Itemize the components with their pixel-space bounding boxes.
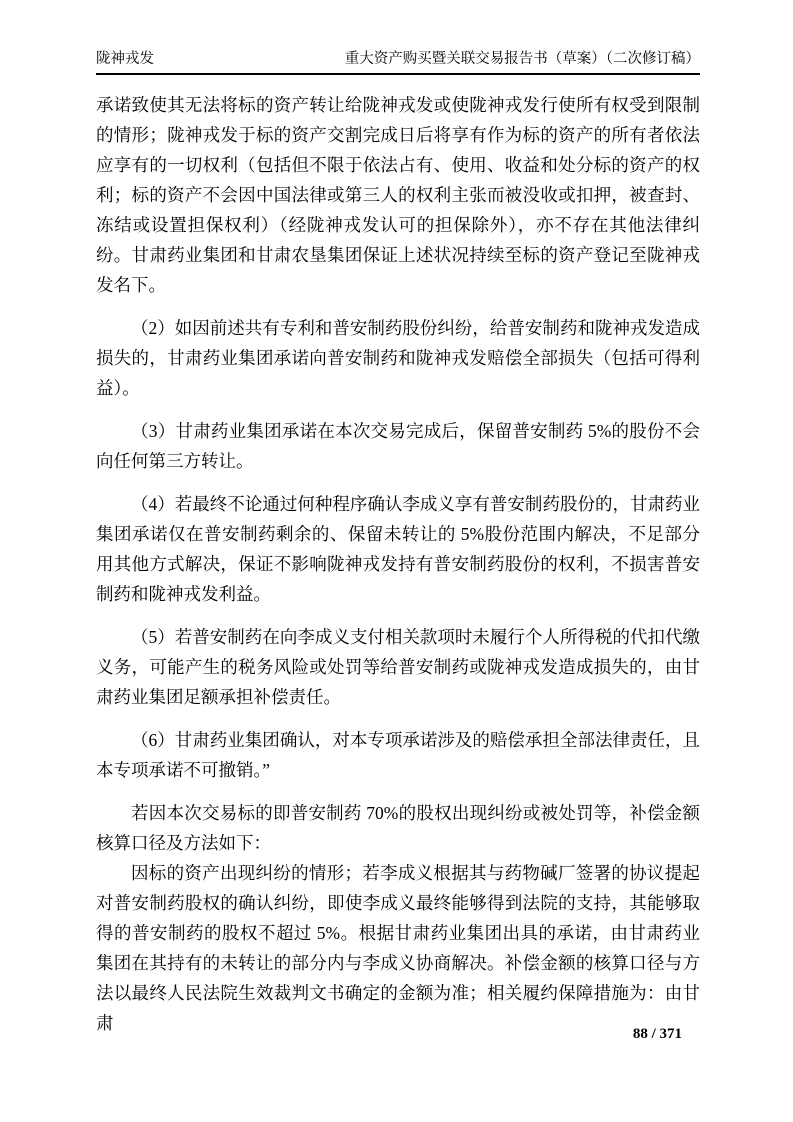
paragraph-commitment-6: （6）甘肃药业集团确认，对本专项承诺涉及的赔偿承担全部法律责任，且本专项承诺不可撤销。” [96,730,700,780]
paragraph-continued: 承诺致使其无法将标的资产转让给陇神戎发或使陇神戎发行使所有权受到限制的情形；陇神戎发于标的资产交割完成日后将享有作为标的资产的所有者依法应享有的一切权利（包括但不限于依法占有、使用、收益和处分标的资产的权利；标的资产不会因中国法律或第三人的权利主张而被没收或扣押，被查封、冻结或设置担保权利）（经陇神戎发认可的担保除外），亦不存在其他法律纠纷。甘肃药业集团和甘肃农垦集团保证上述状况持续至标的资产登记至陇神戎发名下。 [96,95,700,295]
document-body [96,90,700,1038]
paragraph-dispute-scenario: 因标的资产出现纠纷的情形；若李成义根据其与药物碱厂签署的协议提起对普安制药股权的确认纠纷，即使李成义最终能够得到法院的支持，其能够取得的普安制药的股权不超过 5%。根据甘肃药业集团出具的承诺，由甘肃药业集团在其持有的未转让的部分内与李成义协商解决。补偿金额的核算口径与方法以最终人民法院生效裁判文书确定的金额为准；相关履约保障措施为：由甘肃 [96,863,700,1033]
header-company-name: 陇神戎发 [96,51,154,67]
page-footer [633,1024,682,1044]
page-header [96,50,700,75]
paragraph-commitment-5: （5）若普安制药在向李成义支付相关款项时未履行个人所得税的代扣代缴义务，可能产生的税务风险或处罚等给普安制药或陇神戎发造成损失的，由甘肃药业集团足额承担补偿责任。 [96,627,700,707]
paragraph-commitment-3: （3）甘肃药业集团承诺在本次交易完成后，保留普安制药 5%的股份不会向任何第三方转让。 [96,421,700,471]
page-number: 88 / 371 [632,1026,682,1042]
paragraph-commitment-4: （4）若最终不论通过何种程序确认李成义享有普安制药股份的，甘肃药业集团承诺仅在普安制药剩余的、保留未转让的 5%股份范围内解决，不足部分用其他方式解决，保证不影响陇神戎发持有普安制药股份的权利，不损害普安制药和陇神戎发利益。 [96,494,700,604]
paragraph-commitment-2: （2）如因前述共有专利和普安制药股份纠纷，给普安制药和陇神戎发造成损失的，甘肃药业集团承诺向普安制药和陇神戎发赔偿全部损失（包括可得利益）。 [96,318,700,398]
header-report-title: 重大资产购买暨关联交易报告书（草案）（二次修订稿） [344,51,700,67]
paragraph-compensation-intro: 若因本次交易标的即普安制药 70%的股权出现纠纷或被处罚等，补偿金额核算口径及方法如下： [96,803,700,853]
